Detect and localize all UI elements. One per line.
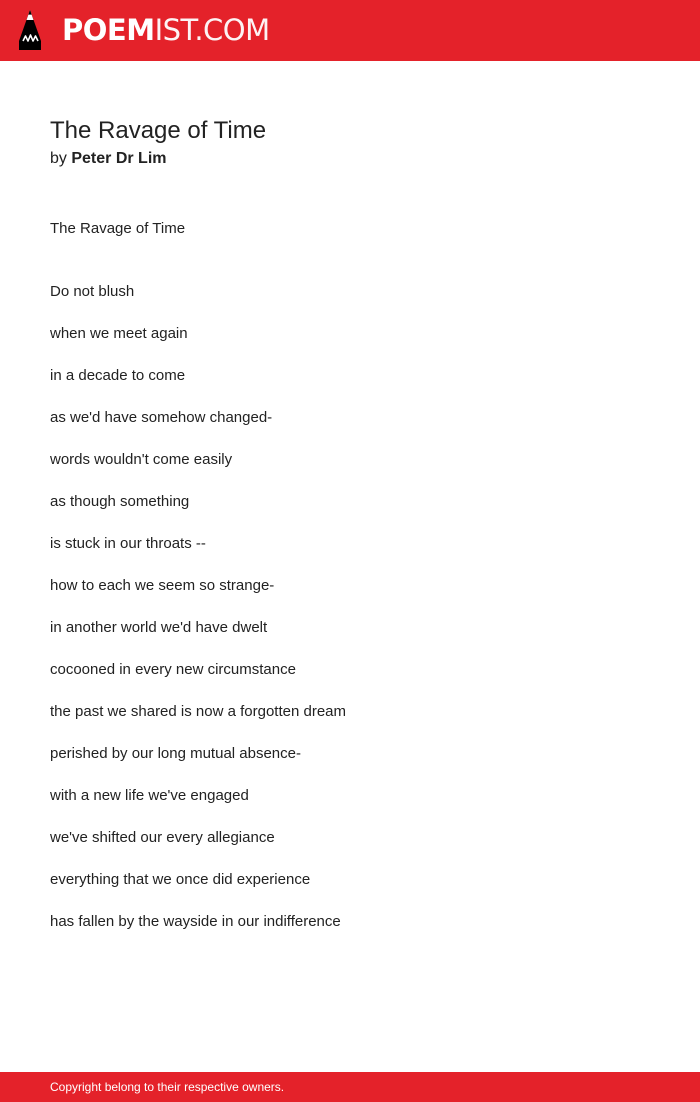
poem-body xyxy=(50,219,650,954)
poem-line: everything that we once did experience xyxy=(50,871,311,888)
stanza xyxy=(50,450,650,596)
poem-line: how to each we seem so strange- xyxy=(50,577,275,594)
poem-line: the past we shared is now a forgotten dream xyxy=(50,703,347,720)
logo-text-light: IST.COM xyxy=(154,13,270,47)
poem-title: The Ravage of Time xyxy=(50,117,267,144)
poem-byline xyxy=(50,149,167,169)
poem-heading: The Ravage of Time xyxy=(50,220,186,237)
poem-line: with a new life we've engaged xyxy=(50,787,249,804)
poem-line: is stuck in our throats -- xyxy=(50,535,206,552)
stanza xyxy=(50,618,650,764)
logo-text-strong: POEM xyxy=(62,13,155,47)
site-header xyxy=(0,0,700,61)
poem-line: as though something xyxy=(50,493,190,510)
poem-line: we've shifted our every allegiance xyxy=(50,829,275,846)
copyright-text: Copyright belong to their respective owners. xyxy=(50,1080,285,1094)
poem-line: cocooned in every new circumstance xyxy=(50,661,296,678)
site-footer xyxy=(0,1072,700,1102)
poem-line: Do not blush xyxy=(50,283,135,300)
pencil-icon xyxy=(17,9,43,51)
poem-line: as we'd have somehow changed- xyxy=(50,409,273,426)
author-name: Peter Dr Lim xyxy=(71,150,167,167)
site-logo-link[interactable] xyxy=(17,9,270,51)
stanza xyxy=(50,786,650,932)
poem-line: words wouldn't come easily xyxy=(50,451,233,468)
poem-line: has fallen by the wayside in our indifference xyxy=(50,913,341,930)
poem-line: when we meet again xyxy=(50,325,188,342)
byline-prefix: by xyxy=(50,150,67,167)
poem-line: perished by our long mutual absence- xyxy=(50,745,301,762)
poem-line: in a decade to come xyxy=(50,367,186,384)
stanza xyxy=(50,282,650,428)
poem-line: in another world we'd have dwelt xyxy=(50,619,268,636)
site-logo-text xyxy=(62,9,270,51)
